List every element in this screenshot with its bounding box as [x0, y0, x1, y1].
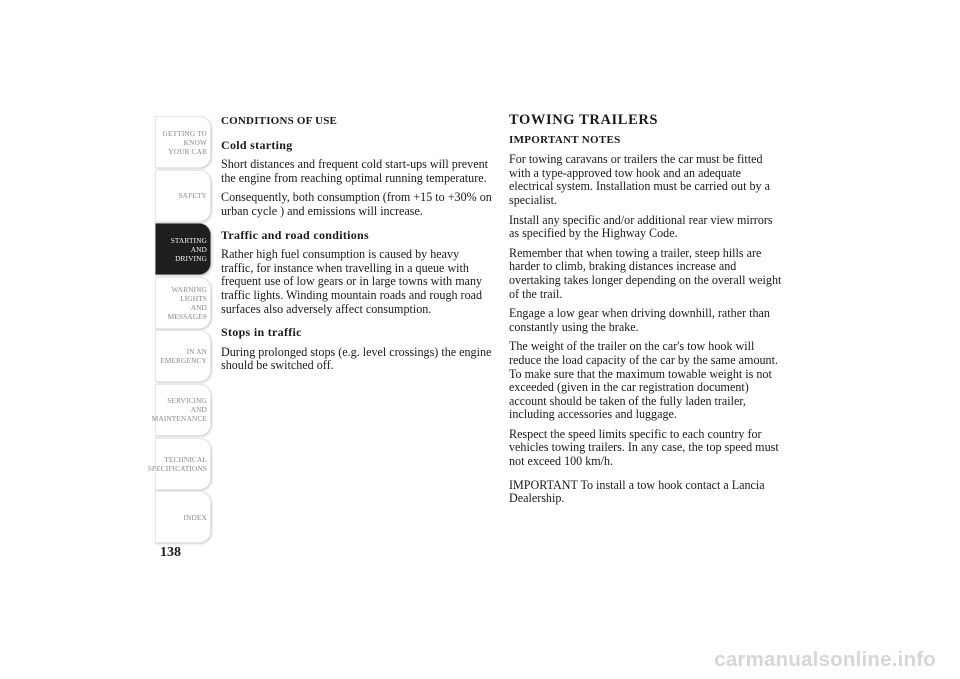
tab-technical-specifications[interactable]: TECHNICAL SPECIFICATIONS	[155, 438, 211, 490]
towing-paragraph: Respect the speed limits specific to each country for vehicles towing trailers. In any case, the top speed must not exceed 100 km/h.	[509, 426, 779, 469]
right-column	[509, 114, 783, 512]
tab-servicing-and-maintenance[interactable]: SERVICING AND MAINTENANCE	[155, 384, 211, 436]
towing-paragraph: The weight of the trailer on the car's tow hook will reduce the load capacity of the car by the same amount. To make sure that the maximum towable weight is not exceeded (given in the car registration document) account should be taken of the fully laden trailer, including accessories and luggage.	[509, 339, 778, 422]
traffic-title: Traffic and road conditions	[221, 227, 370, 242]
left-column	[221, 115, 493, 379]
tab-in-an-emergency[interactable]: IN AN EMERGENCY	[155, 330, 211, 382]
watermark: carmanualsonline.info	[714, 648, 936, 671]
section-heading: CONDITIONS OF USE	[221, 115, 338, 127]
important-note: IMPORTANT To install a tow hook contact a Lancia Dealership.	[509, 477, 765, 506]
towing-paragraph: For towing caravans or trailers the car must be fitted with a type-approved tow hook and an adequate electrical system. Installation must be carried out by a specialist.	[509, 152, 770, 207]
tab-starting-and-driving[interactable]: STARTING AND DRIVING	[155, 223, 211, 275]
cold-starting-paragraph: Consequently, both consumption (from +15 to +30% on urban cycle ) and emissions will increase.	[221, 190, 492, 218]
cold-starting-paragraph: Short distances and frequent cold start-ups will prevent the engine from reaching optimal running temperature.	[221, 157, 489, 185]
cold-starting-title: Cold starting	[221, 137, 293, 152]
stops-paragraph: During prolonged stops (e.g. level crossings) the engine should be switched off.	[221, 344, 492, 373]
chapter-tabs	[147, 116, 211, 545]
tab-index[interactable]: INDEX	[155, 491, 211, 543]
tab-warning-lights-and-messages[interactable]: WARNING LIGHTS AND MESSAGES	[155, 277, 211, 329]
important-notes-title: IMPORTANT NOTES	[509, 133, 621, 146]
tab-safety[interactable]: SAFETY	[155, 170, 211, 222]
towing-trailers-title: TOWING TRAILERS	[509, 112, 659, 128]
towing-paragraph: Remember that when towing a trailer, steep hills are harder to climb, braking distances increase and overtaking takes longer depending on the overall weight of the trail.	[509, 245, 782, 301]
page-number: 138	[160, 545, 181, 560]
stops-title: Stops in traffic	[221, 325, 302, 340]
tab-getting-to-know-your-car[interactable]: GETTING TO KNOW YOUR CAR	[155, 116, 211, 168]
towing-paragraph: Engage a low gear when driving downhill, rather than constantly using the brake.	[509, 306, 770, 334]
traffic-paragraph: Rather high fuel consumption is caused by heavy traffic, for instance when travelling in a queue with frequent use of low gears or in large towns with many traffic lights. Winding mountain roads and rough road surfaces also adversely affect consumption.	[221, 247, 483, 316]
towing-paragraph: Install any specific and/or additional rear view mirrors as specified by the Highway Code.	[509, 212, 773, 241]
